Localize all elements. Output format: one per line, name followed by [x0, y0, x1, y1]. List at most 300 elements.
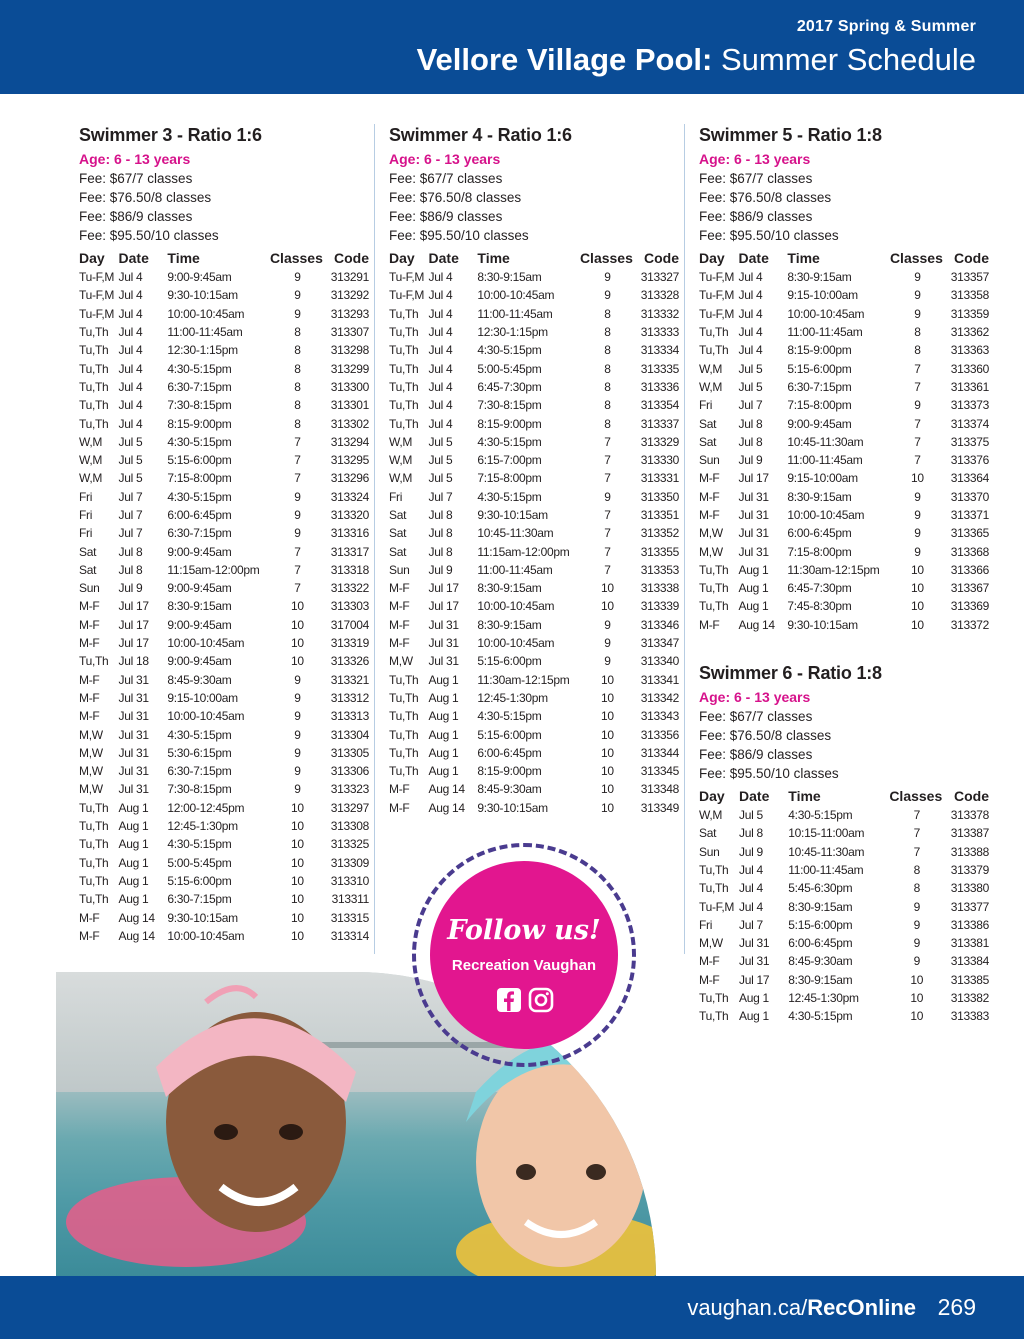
cell-time: 8:45-9:30am [167, 672, 232, 687]
table-row [699, 989, 989, 1007]
cell-day: Tu-F,M [79, 288, 115, 303]
cell-code: 313356 [640, 727, 679, 742]
cell-classes: 7 [914, 361, 921, 376]
cell-classes: 9 [914, 398, 921, 413]
cell-time: 9:00-9:45am [167, 544, 232, 559]
cell-time: 10:00-10:45am [167, 636, 245, 651]
cell-code: 313387 [950, 826, 989, 841]
fee-line: Fee: $67/7 classes [389, 171, 503, 186]
cell-classes: 8 [604, 379, 611, 394]
cell-code: 313331 [640, 471, 679, 486]
cell-code: 313355 [640, 544, 679, 559]
cell-classes: 7 [914, 416, 921, 431]
header-code: Code [954, 787, 989, 804]
cell-code: 313347 [640, 636, 679, 651]
cell-classes: 8 [913, 881, 920, 896]
cell-day: Tu-F,M [699, 306, 735, 321]
cell-code: 313342 [640, 690, 679, 705]
cell-classes: 10 [291, 654, 304, 669]
cell-time: 7:30-8:15pm [167, 398, 232, 413]
cell-date: Aug 1 [428, 672, 459, 687]
cell-date: Jul 4 [738, 325, 763, 340]
cell-code: 313363 [950, 343, 989, 358]
cell-classes: 10 [601, 599, 614, 614]
cell-day: W,M [699, 808, 723, 823]
fee-line: Fee: $95.50/10 classes [699, 228, 839, 243]
cell-time: 12:30-1:15pm [477, 325, 548, 340]
cell-code: 313322 [330, 581, 369, 596]
cell-code: 313291 [330, 270, 369, 285]
cell-classes: 8 [914, 343, 921, 358]
fee-line: Fee: $86/9 classes [699, 746, 813, 762]
cell-classes: 9 [604, 636, 611, 651]
cell-code: 313293 [330, 306, 369, 321]
cell-date: Aug 14 [118, 910, 155, 925]
cell-date: Jul 4 [428, 306, 453, 321]
header-time: Time [477, 250, 510, 266]
column-2 [389, 124, 679, 817]
cell-time: 4:30-5:15pm [788, 808, 853, 823]
table-row [699, 488, 989, 506]
follow-us-text: Follow us! [447, 915, 601, 946]
cell-classes: 10 [291, 599, 304, 614]
cell-code: 313386 [950, 917, 989, 932]
cell-time: 8:30-9:15am [477, 270, 542, 285]
cell-time: 4:30-5:15pm [477, 343, 542, 358]
cell-time: 6:30-7:15pm [787, 379, 852, 394]
cell-classes: 9 [604, 489, 611, 504]
cell-time: 10:15-11:00am [788, 826, 865, 841]
cell-time: 4:30-5:15pm [477, 709, 542, 724]
cell-classes: 9 [294, 672, 301, 687]
column-3 [699, 124, 989, 1026]
cell-classes: 9 [604, 288, 611, 303]
cell-day: M-F [79, 928, 100, 943]
cell-date: Aug 1 [739, 1009, 769, 1024]
cell-date: Jul 9 [738, 453, 763, 468]
cell-code: 313312 [330, 690, 369, 705]
cell-day: W,M [79, 453, 103, 468]
cell-time: 8:30-9:15am [477, 617, 542, 632]
fee-line: Fee: $76.50/8 classes [79, 190, 212, 205]
cell-classes: 9 [604, 654, 611, 669]
cell-classes: 7 [294, 581, 301, 596]
cell-day: W,M [389, 434, 413, 449]
cell-date: Jul 4 [118, 343, 143, 358]
cell-classes: 7 [604, 434, 611, 449]
cell-day: M-F [389, 599, 410, 614]
cell-time: 6:45-7:30pm [477, 379, 542, 394]
cell-date: Jul 17 [738, 471, 769, 486]
cell-classes: 9 [294, 727, 301, 742]
table-row [699, 934, 989, 952]
cell-time: 9:30-10:15am [787, 617, 858, 632]
cell-time: 8:15-9:00pm [167, 416, 232, 431]
cell-code: 313345 [640, 764, 679, 779]
cell-time: 6:30-7:15pm [167, 379, 232, 394]
cell-code: 313323 [330, 782, 369, 797]
cell-time: 5:15-6:00pm [787, 361, 852, 376]
cell-code: 313353 [640, 562, 679, 577]
cell-time: 4:30-5:15pm [167, 489, 232, 504]
cell-classes: 10 [291, 819, 304, 834]
table-row [699, 952, 989, 970]
cell-date: Aug 1 [739, 991, 769, 1006]
cell-date: Jul 7 [118, 508, 143, 522]
cell-date: Jul 4 [428, 325, 453, 340]
cell-time: 11:15am-12:00pm [477, 544, 570, 559]
table-row [389, 744, 679, 762]
cell-date: Aug 1 [738, 562, 769, 577]
cell-day: Tu,Th [699, 562, 729, 577]
cell-code: 313307 [330, 325, 369, 340]
table-row [389, 341, 679, 359]
url-bold: RecOnline [807, 1295, 916, 1320]
cell-classes: 10 [291, 617, 304, 632]
cell-code: 313321 [330, 672, 369, 687]
table-row [389, 597, 679, 615]
cell-day: M-F [79, 709, 100, 724]
table-row [699, 506, 989, 524]
cell-code: 313358 [950, 288, 989, 303]
table-row [79, 268, 369, 286]
cell-code: 313340 [640, 654, 679, 669]
cell-day: W,M [79, 434, 103, 449]
age-range: Age: 6 - 13 years [79, 151, 191, 167]
table-row [699, 341, 989, 359]
cell-day: Sat [699, 826, 717, 841]
cell-code: 313332 [640, 306, 679, 321]
cell-classes: 8 [604, 306, 611, 321]
cell-code: 313328 [640, 288, 679, 303]
cell-time: 4:30-5:15pm [167, 727, 232, 742]
cell-day: M-F [389, 617, 410, 632]
cell-date: Jul 7 [118, 526, 143, 541]
fee-line: Fee: $95.50/10 classes [389, 228, 529, 243]
header-time: Time [788, 787, 821, 804]
table-row [389, 268, 679, 286]
table-row [389, 286, 679, 304]
cell-code: 313303 [330, 599, 369, 614]
cell-day: M-F [699, 954, 720, 969]
cell-time: 4:30-5:15pm [788, 1009, 853, 1024]
program-title: Swimmer 6 - Ratio 1:8 [699, 662, 882, 683]
fee-line: Fee: $86/9 classes [79, 209, 193, 224]
cell-day: Sat [389, 544, 407, 559]
instagram-icon[interactable] [528, 987, 554, 1013]
cell-day: Tu,Th [79, 398, 109, 413]
header-date: Date [118, 250, 149, 266]
cell-date: Jul 18 [118, 654, 149, 669]
cell-day: Tu,Th [389, 416, 419, 431]
cell-date: Jul 31 [738, 526, 769, 541]
cell-time: 4:30-5:15pm [167, 837, 232, 852]
cell-day: M-F [699, 617, 720, 632]
cell-code: 313383 [950, 1009, 989, 1024]
cell-date: Jul 17 [428, 581, 459, 596]
cell-classes: 10 [291, 910, 304, 925]
cell-code: 313292 [330, 288, 369, 303]
cell-day: M,W [79, 782, 103, 797]
cell-classes: 9 [913, 936, 920, 951]
cell-day: M,W [79, 727, 103, 742]
cell-code: 313311 [331, 892, 369, 907]
table-row [389, 799, 679, 817]
table-row [699, 542, 989, 560]
facebook-icon[interactable] [496, 987, 522, 1013]
table-row [389, 542, 679, 560]
cell-time: 11:15am-12:00pm [167, 562, 260, 577]
cell-day: Tu,Th [389, 343, 419, 358]
table-row [79, 488, 369, 506]
cell-day: Tu-F,M [389, 288, 425, 303]
cell-classes: 9 [294, 690, 301, 705]
cell-date: Jul 4 [428, 270, 453, 285]
recreation-url-link[interactable] [687, 1295, 916, 1321]
cell-code: 313349 [640, 800, 679, 815]
cell-classes: 10 [601, 745, 614, 760]
table-row [79, 323, 369, 341]
cell-day: M,W [699, 544, 723, 559]
cell-date: Aug 14 [118, 928, 155, 943]
cell-date: Jul 31 [738, 489, 769, 504]
schedule-table [699, 786, 989, 1026]
cell-code: 313309 [330, 855, 369, 870]
cell-time: 7:30-8:15pm [167, 782, 232, 797]
cell-time: 5:00-5:45pm [477, 361, 542, 376]
cell-date: Jul 4 [738, 270, 763, 285]
cell-time: 10:00-10:45am [167, 928, 245, 943]
cell-classes: 8 [294, 416, 301, 431]
cell-classes: 7 [294, 453, 301, 468]
cell-day: Tu,Th [79, 325, 109, 340]
table-row [79, 561, 369, 579]
cell-date: Jul 31 [118, 782, 149, 797]
program-title: Swimmer 4 - Ratio 1:6 [389, 125, 572, 145]
table-row [79, 524, 369, 542]
cell-classes: 9 [294, 782, 301, 797]
cell-time: 9:30-10:15am [477, 800, 548, 815]
cell-day: Fri [79, 489, 93, 504]
cell-date: Jul 9 [739, 844, 763, 859]
column-1 [79, 124, 369, 945]
fee-line: Fee: $95.50/10 classes [699, 765, 839, 781]
cell-date: Aug 1 [118, 800, 149, 815]
cell-time: 10:00-10:45am [477, 599, 555, 614]
table-row [79, 597, 369, 615]
table-row [79, 927, 369, 945]
table-row [389, 414, 679, 432]
table-row [79, 872, 369, 890]
cell-code: 313361 [950, 379, 989, 394]
cell-day: M-F [699, 471, 720, 486]
cell-date: Jul 4 [428, 416, 453, 431]
cell-day: Sun [389, 562, 410, 577]
cell-date: Aug 14 [738, 617, 775, 632]
cell-day: Tu,Th [699, 599, 729, 614]
cell-date: Jul 4 [118, 379, 143, 394]
cell-day: M-F [699, 972, 720, 987]
cell-classes: 7 [914, 379, 921, 394]
table-row [699, 378, 989, 396]
table-row [389, 469, 679, 487]
cell-date: Aug 1 [118, 873, 149, 888]
table-row [699, 897, 989, 915]
cell-day: Tu,Th [79, 416, 109, 431]
cell-date: Jul 31 [428, 654, 459, 669]
program-swimmer-6 [699, 662, 989, 1026]
table-row [389, 762, 679, 780]
cell-code: 313327 [640, 270, 679, 285]
table-row [389, 305, 679, 323]
cell-classes: 7 [294, 471, 301, 486]
cell-date: Aug 1 [428, 727, 459, 742]
cell-code: 313305 [330, 745, 369, 760]
header-date: Date [738, 250, 769, 266]
cell-code: 313299 [330, 361, 369, 376]
schedule-table [79, 248, 369, 945]
cell-time: 9:00-9:45am [167, 617, 232, 632]
cell-date: Aug 1 [428, 709, 459, 724]
cell-day: Sat [699, 434, 717, 449]
season-label: 2017 Spring & Summer [796, 18, 976, 35]
cell-day: Tu-F,M [699, 270, 735, 285]
cell-time: 5:15-6:00pm [788, 917, 853, 932]
cell-day: Tu,Th [79, 800, 109, 815]
table-row [389, 671, 679, 689]
table-row [79, 817, 369, 835]
cell-time: 9:15-10:00am [787, 288, 858, 303]
cell-classes: 10 [910, 991, 924, 1006]
cell-classes: 10 [601, 581, 614, 596]
cell-classes: 7 [294, 434, 301, 449]
cell-code: 313352 [640, 526, 679, 541]
cell-code: 313382 [950, 991, 989, 1006]
fee-line: Fee: $67/7 classes [699, 171, 813, 186]
cell-day: Tu,Th [389, 325, 419, 340]
cell-code: 313360 [950, 361, 989, 376]
table-row [389, 689, 679, 707]
cell-code: 313373 [950, 398, 989, 413]
cell-classes: 10 [601, 782, 614, 797]
cell-date: Jul 4 [739, 881, 763, 896]
cell-classes: 9 [294, 526, 301, 541]
cell-classes: 7 [604, 453, 611, 468]
cell-day: Sun [699, 844, 720, 859]
cell-time: 6:30-7:15pm [167, 892, 232, 907]
table-row [79, 652, 369, 670]
cell-time: 6:30-7:15pm [167, 764, 232, 779]
cell-code: 313306 [330, 764, 369, 779]
cell-classes: 7 [604, 526, 611, 541]
cell-time: 11:30am-12:15pm [477, 672, 570, 687]
cell-day: Tu,Th [79, 819, 109, 834]
cell-classes: 7 [604, 471, 611, 486]
cell-date: Aug 1 [118, 819, 149, 834]
table-row [389, 634, 679, 652]
cell-code: 313294 [330, 434, 369, 449]
table-row [389, 616, 679, 634]
cell-time: 11:00-11:45am [788, 862, 864, 877]
cell-code: 313377 [950, 899, 989, 914]
cell-time: 5:00-5:45pm [167, 855, 232, 870]
cell-classes: 9 [914, 508, 921, 522]
table-row [699, 396, 989, 414]
cell-date: Jul 9 [428, 562, 453, 577]
cell-date: Jul 5 [428, 453, 453, 468]
cell-date: Jul 4 [118, 361, 143, 376]
cell-date: Jul 31 [739, 936, 770, 951]
fee-line: Fee: $67/7 classes [699, 708, 813, 724]
cell-date: Jul 5 [739, 808, 763, 823]
cell-day: Tu,Th [699, 325, 729, 340]
cell-day: Sat [389, 526, 407, 541]
cell-day: Tu,Th [699, 862, 729, 877]
table-row [699, 433, 989, 451]
cell-classes: 7 [913, 826, 920, 841]
table-row [79, 579, 369, 597]
table-row [79, 908, 369, 926]
cell-time: 5:15-6:00pm [167, 873, 232, 888]
cell-time: 11:30am-12:15pm [787, 562, 880, 577]
header-time: Time [167, 250, 200, 266]
cell-code: 313362 [950, 325, 989, 340]
cell-date: Jul 4 [428, 398, 453, 413]
fee-line: Fee: $76.50/8 classes [699, 190, 832, 205]
cell-time: 7:45-8:30pm [787, 599, 852, 614]
cell-classes: 10 [601, 764, 614, 779]
cell-date: Aug 1 [428, 690, 459, 705]
cell-code: 313351 [640, 508, 679, 522]
page-number: 269 [937, 1294, 976, 1320]
cell-classes: 10 [910, 1009, 924, 1024]
cell-code: 313348 [640, 782, 679, 797]
cell-time: 8:30-9:15am [167, 599, 232, 614]
cell-date: Jul 31 [738, 508, 769, 522]
header-code: Code [334, 250, 369, 266]
table-row [389, 433, 679, 451]
cell-day: Tu,Th [389, 672, 419, 687]
cell-time: 9:00-9:45am [167, 581, 232, 596]
cell-date: Aug 1 [428, 745, 459, 760]
cell-code: 313316 [330, 526, 369, 541]
follow-us-circle [430, 861, 618, 1049]
cell-date: Jul 5 [738, 361, 763, 376]
table-row [389, 780, 679, 798]
table-row [699, 414, 989, 432]
table-row [699, 971, 989, 989]
cell-date: Jul 31 [118, 727, 149, 742]
cell-day: Sun [699, 453, 720, 468]
cell-classes: 7 [914, 434, 921, 449]
cell-time: 7:15-8:00pm [167, 471, 232, 486]
cell-time: 10:45-11:30am [787, 434, 864, 449]
cell-code: 313310 [330, 873, 369, 888]
cell-date: Jul 8 [738, 416, 763, 431]
table-row [699, 359, 989, 377]
cell-classes: 10 [291, 636, 304, 651]
cell-classes: 10 [291, 892, 304, 907]
cell-day: Tu,Th [389, 727, 419, 742]
table-row [699, 806, 989, 824]
cell-time: 10:45-11:30am [788, 844, 865, 859]
header-classes: Classes [889, 787, 943, 804]
cell-date: Jul 17 [118, 617, 149, 632]
cell-day: Tu-F,M [699, 899, 735, 914]
cell-time: 8:45-9:30am [788, 954, 853, 969]
cell-day: Tu,Th [699, 991, 729, 1006]
cell-code: 313368 [950, 544, 989, 559]
